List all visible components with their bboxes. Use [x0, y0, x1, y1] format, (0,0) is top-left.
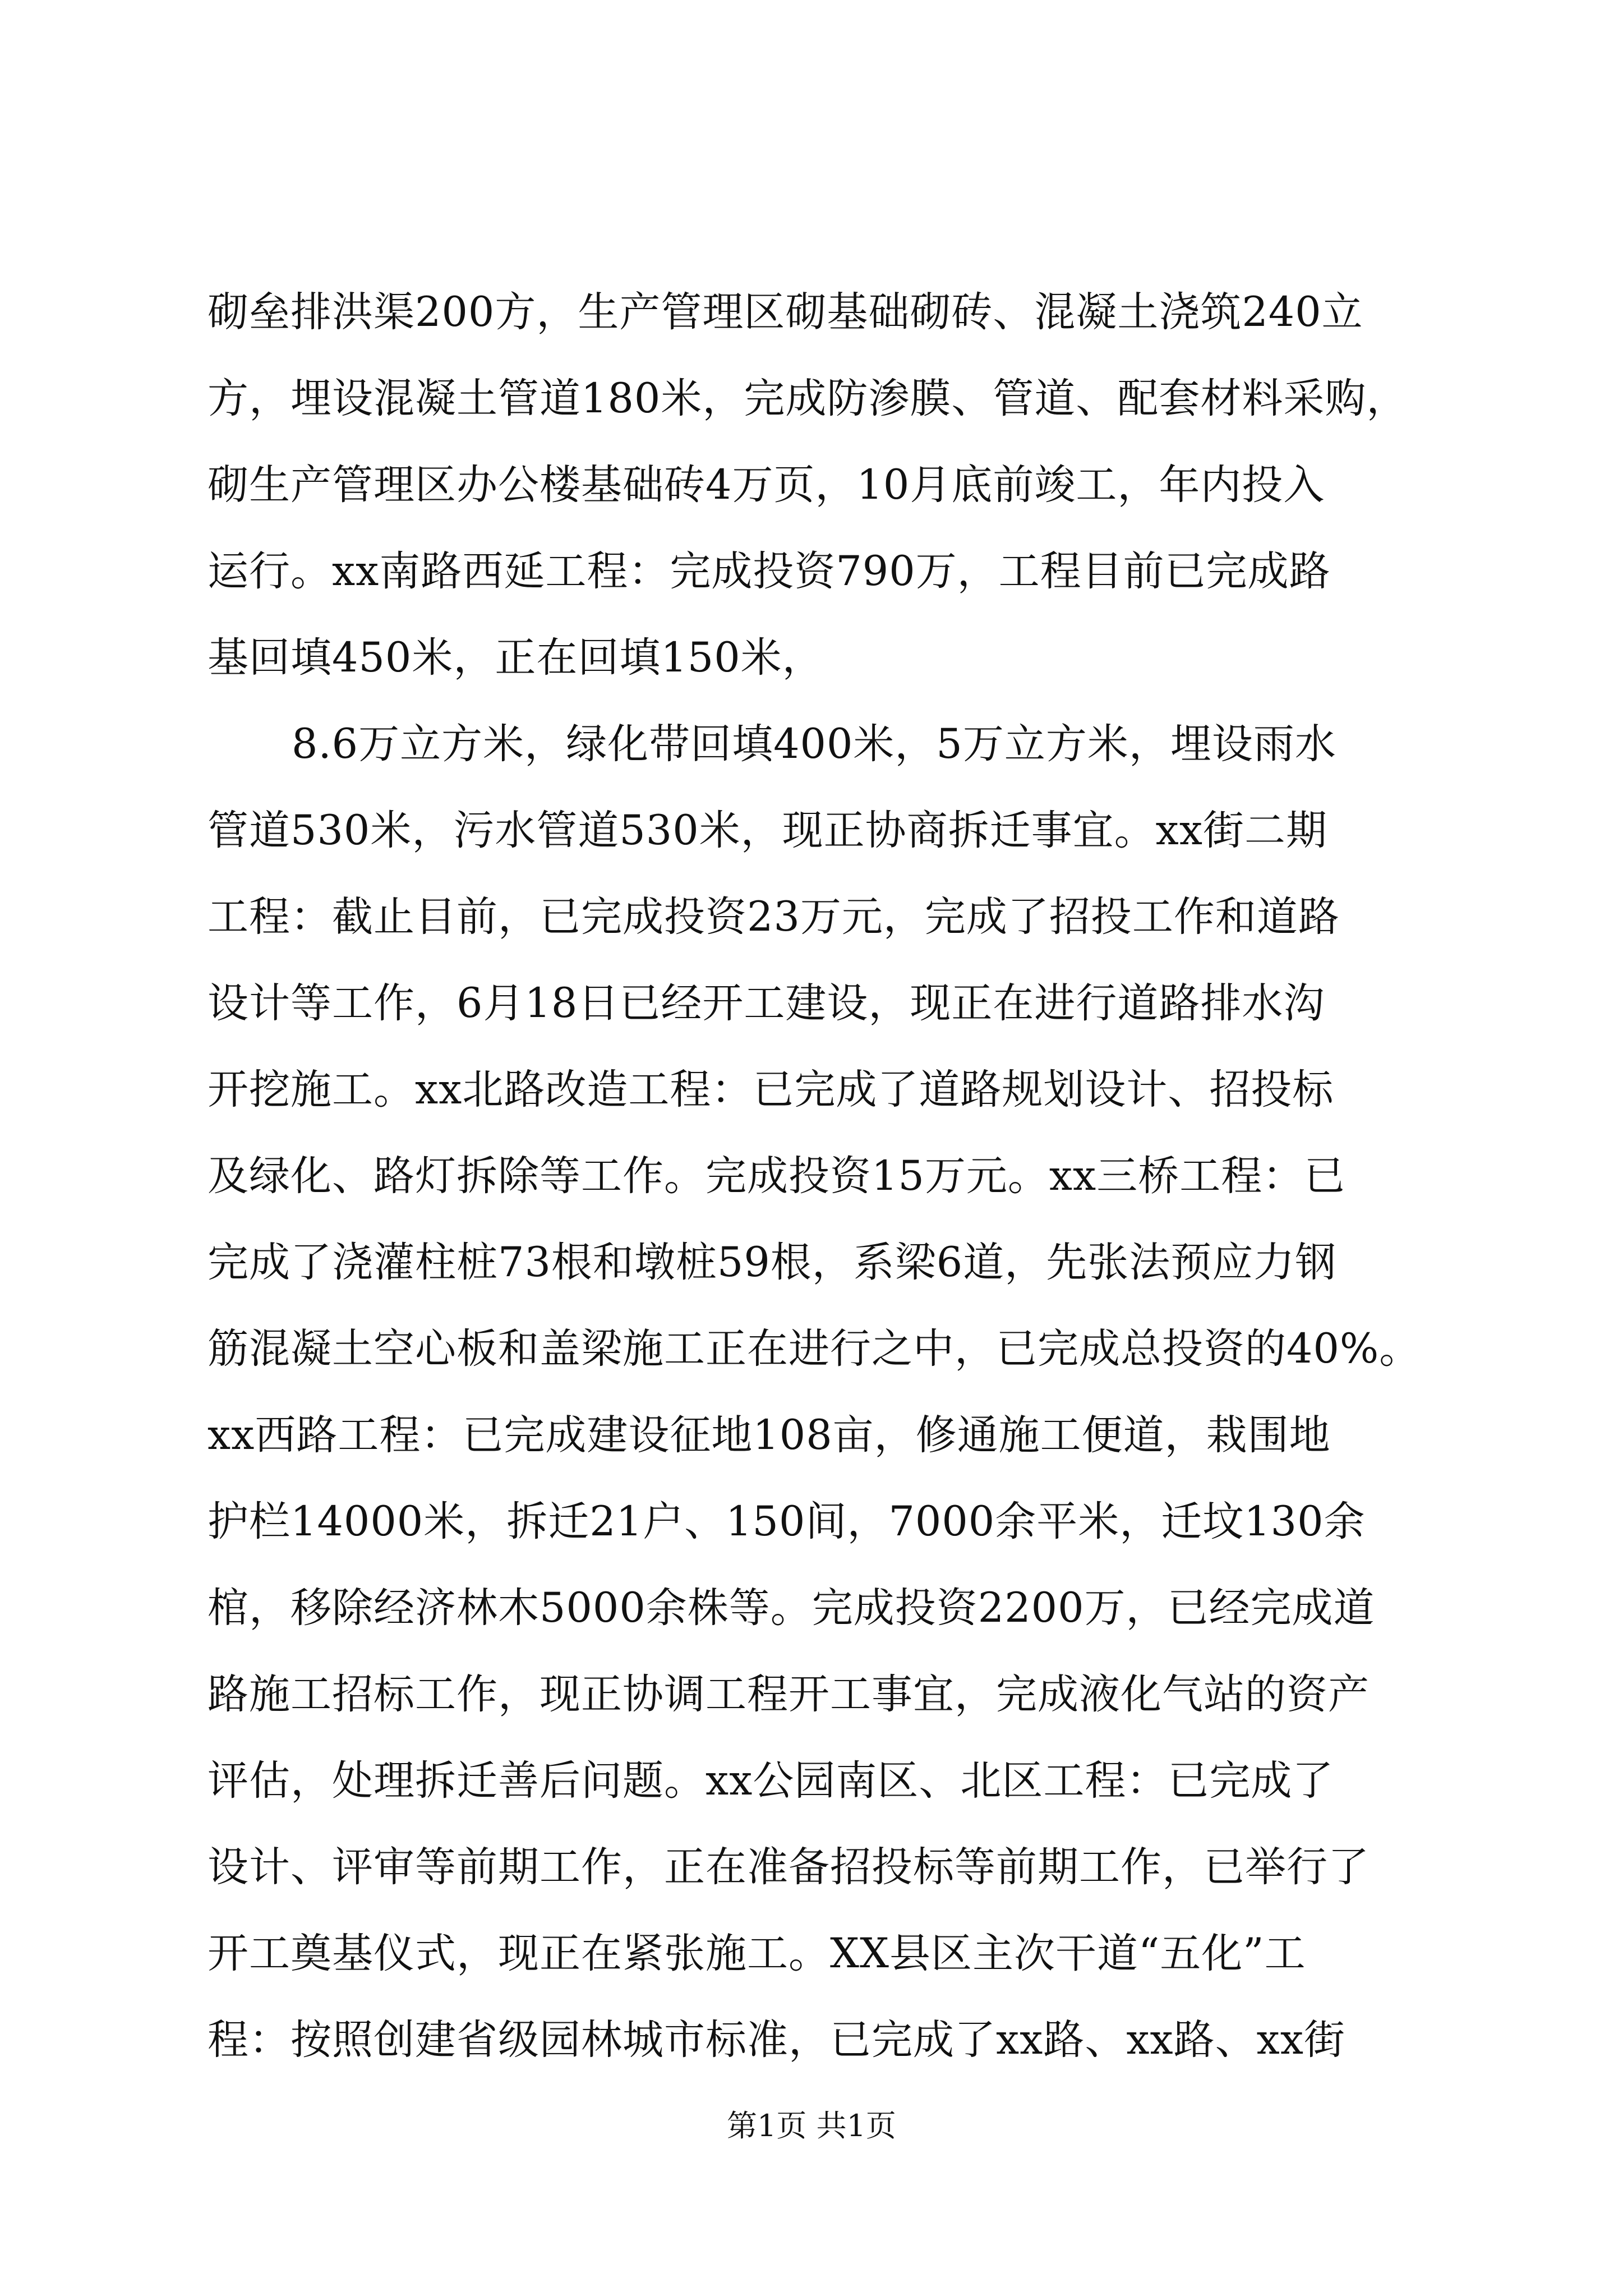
text-line: 设计、评审等前期工作，正在准备招投标等前期工作，已举行了 [208, 1843, 1370, 1891]
text-line: 设计等工作，6月18日已经开工建设，现正在进行道路排水沟 [208, 979, 1325, 1027]
text-line: 开挖施工。xx北路改造工程：已完成了道路规划设计、招投标 [208, 1066, 1334, 1114]
document-body [208, 269, 1430, 2083]
text-line: 开工奠基仪式，现正在紧张施工。XX县区主次干道“五化”工 [208, 1930, 1306, 1977]
text-line: 筋混凝土空心板和盖梁施工正在进行之中，已完成总投资的40%。 [208, 1325, 1421, 1373]
text-line: 评估，处理拆迁善后问题。xx公园南区、北区工程：已完成了 [208, 1757, 1334, 1805]
text-line: 运行。xx南路西延工程：完成投资790万，工程目前已完成路 [208, 547, 1331, 595]
page-number: 第1页 共1页 [727, 2108, 896, 2143]
text-line: 及绿化、路灯拆除等工作。完成投资15万元。xx三桥工程：已 [208, 1152, 1346, 1200]
text-line: 工程：截止目前，已完成投资23万元，完成了招投工作和道路 [208, 893, 1340, 941]
text-line: 8.6万立方米，绿化带回填400米，5万立方米，埋设雨水 [292, 720, 1336, 768]
text-line: 程：按照创建省级园林城市标准，已完成了xx路、xx路、xx街 [208, 2016, 1346, 2064]
text-line: xx西路工程：已完成建设征地108亩，修通施工便道，栽围地 [208, 1411, 1331, 1459]
text-line: 路施工招标工作，现正协调工程开工事宜，完成液化气站的资产 [208, 1671, 1370, 1718]
text-line: 完成了浇灌柱桩73根和墩桩59根，系梁6道，先张法预应力钢 [208, 1239, 1337, 1286]
text-line: 方，埋设混凝土管道180米，完成防渗膜、管道、配套材料采购， [208, 375, 1408, 422]
text-line: 棺，移除经济林木5000余株等。完成投资2200万，已经完成道 [208, 1584, 1375, 1632]
text-line: 基回填450米，正在回填150米， [208, 634, 824, 682]
text-line: 管道530米，污水管道530米，现正协商拆迁事宜。xx街二期 [208, 807, 1328, 854]
text-line: 砌垒排洪渠200方，生产管理区砌基础砌砖、混凝土浇筑240立 [208, 288, 1363, 336]
text-line: 砌生产管理区办公楼基础砖4万页，10月底前竣工，年内投入 [208, 461, 1325, 509]
text-line: 护栏14000米，拆迁21户、150间，7000余平米，迁坟130余 [208, 1498, 1366, 1545]
